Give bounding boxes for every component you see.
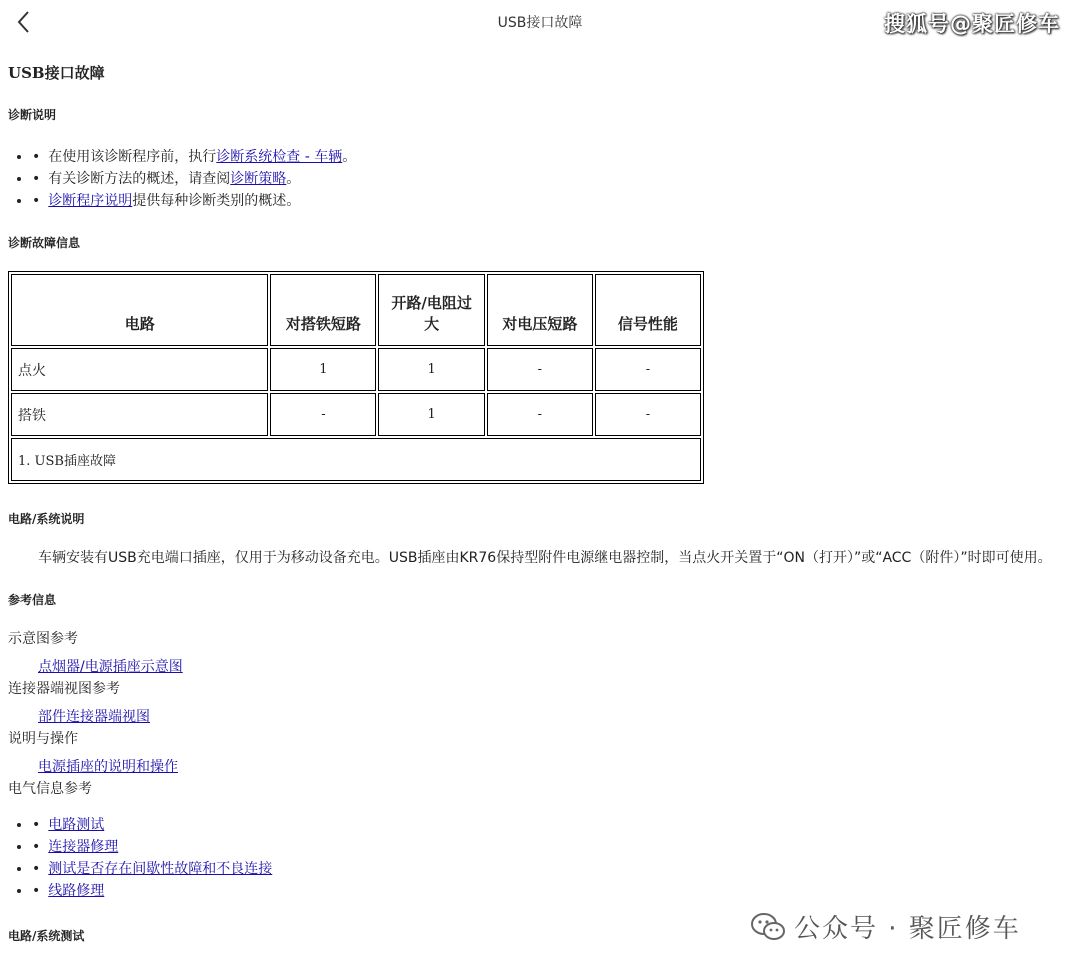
connector-reference-heading: 连接器端视图参考 — [8, 681, 120, 697]
list-item: • • 有关诊断方法的概述，请查阅诊断策略。 — [32, 168, 1070, 190]
top-bar — [0, 0, 1080, 44]
link-lighter-schematic[interactable]: 点烟器/电源插座示意图 — [38, 659, 183, 675]
link-circuit-testing[interactable]: 电路测试 — [48, 817, 105, 833]
electrical-reference-heading: 电气信息参考 — [8, 781, 92, 797]
link-diagnostic-procedure-description[interactable]: 诊断程序说明 — [48, 193, 133, 209]
table-cell: 点火 — [11, 348, 268, 391]
circuit-description-text: 车辆安装有USB充电端口插座，仅用于为移动设备充电。USB插座由KR76保持型附件电源继电器控制，当点火开关置于“ON（打开）”或“ACC（附件）”时即可使用。 — [38, 550, 1052, 566]
list-item — [32, 836, 1070, 858]
table-cell: 1 — [270, 348, 376, 391]
fault-info-table — [8, 271, 704, 484]
list-item: • • 在使用该诊断程序前，执行诊断系统检查 - 车辆。 — [32, 146, 1070, 168]
watermark-top: 搜狐号@聚匠修车 — [884, 12, 1060, 36]
schematic-reference-heading: 示意图参考 — [8, 631, 78, 647]
page-nav-title: USB接口故障 — [497, 15, 583, 31]
table-cell: - — [487, 348, 593, 391]
table-header-row — [11, 274, 701, 346]
reference-heading: 参考信息 — [8, 593, 57, 607]
link-power-outlet-description[interactable]: 电源插座的说明和操作 — [38, 759, 178, 775]
list-item — [32, 858, 1070, 880]
link-intermittent-test[interactable]: 测试是否存在间歇性故障和不良连接 — [48, 861, 273, 877]
table-cell: 搭铁 — [11, 393, 268, 436]
watermark-bottom — [750, 908, 1021, 945]
table-cell: 1 — [378, 348, 484, 391]
table-cell: 1 — [378, 393, 484, 436]
document-title: USB接口故障 — [8, 64, 105, 82]
table-row — [11, 348, 701, 391]
table-cell: - — [487, 393, 593, 436]
reference-section — [8, 628, 1070, 902]
table-cell: - — [270, 393, 376, 436]
watermark-bottom-text: 公众号 · 聚匠修车 — [794, 914, 1021, 944]
link-wiring-repair[interactable]: 线路修理 — [48, 883, 105, 899]
table-header: 对电压短路 — [487, 274, 593, 346]
table-footnote-row — [11, 438, 701, 481]
table-cell: - — [595, 348, 701, 391]
document-body — [8, 62, 1070, 944]
list-item: • • 诊断程序说明提供每种诊断类别的概述。 — [32, 190, 1070, 212]
link-diagnostic-strategy[interactable]: 诊断策略 — [230, 171, 287, 187]
wechat-icon — [750, 912, 786, 942]
table-header: 电路 — [11, 274, 268, 346]
link-diagnostic-system-check[interactable]: 诊断系统检查 - 车辆 — [216, 149, 343, 165]
description-operation-heading: 说明与操作 — [8, 731, 78, 747]
table-row — [11, 393, 701, 436]
list-item — [32, 814, 1070, 836]
table-header: 开路/电阻过大 — [378, 274, 484, 346]
table-cell: - — [595, 393, 701, 436]
diagnostic-description-heading: 诊断说明 — [8, 108, 57, 122]
fault-info-heading: 诊断故障信息 — [8, 236, 81, 250]
link-connector-repair[interactable]: 连接器修理 — [48, 839, 119, 855]
diagnostic-description-list — [8, 146, 1070, 212]
electrical-reference-list — [8, 814, 1070, 902]
table-header: 对搭铁短路 — [270, 274, 376, 346]
circuit-test-heading: 电路/系统测试 — [8, 929, 85, 943]
circuit-description-heading: 电路/系统说明 — [8, 512, 85, 526]
link-connector-end-view[interactable]: 部件连接器端视图 — [38, 709, 150, 725]
table-header: 信号性能 — [595, 274, 701, 346]
list-item — [32, 880, 1070, 902]
table-footnote: 1. USB插座故障 — [11, 438, 701, 481]
